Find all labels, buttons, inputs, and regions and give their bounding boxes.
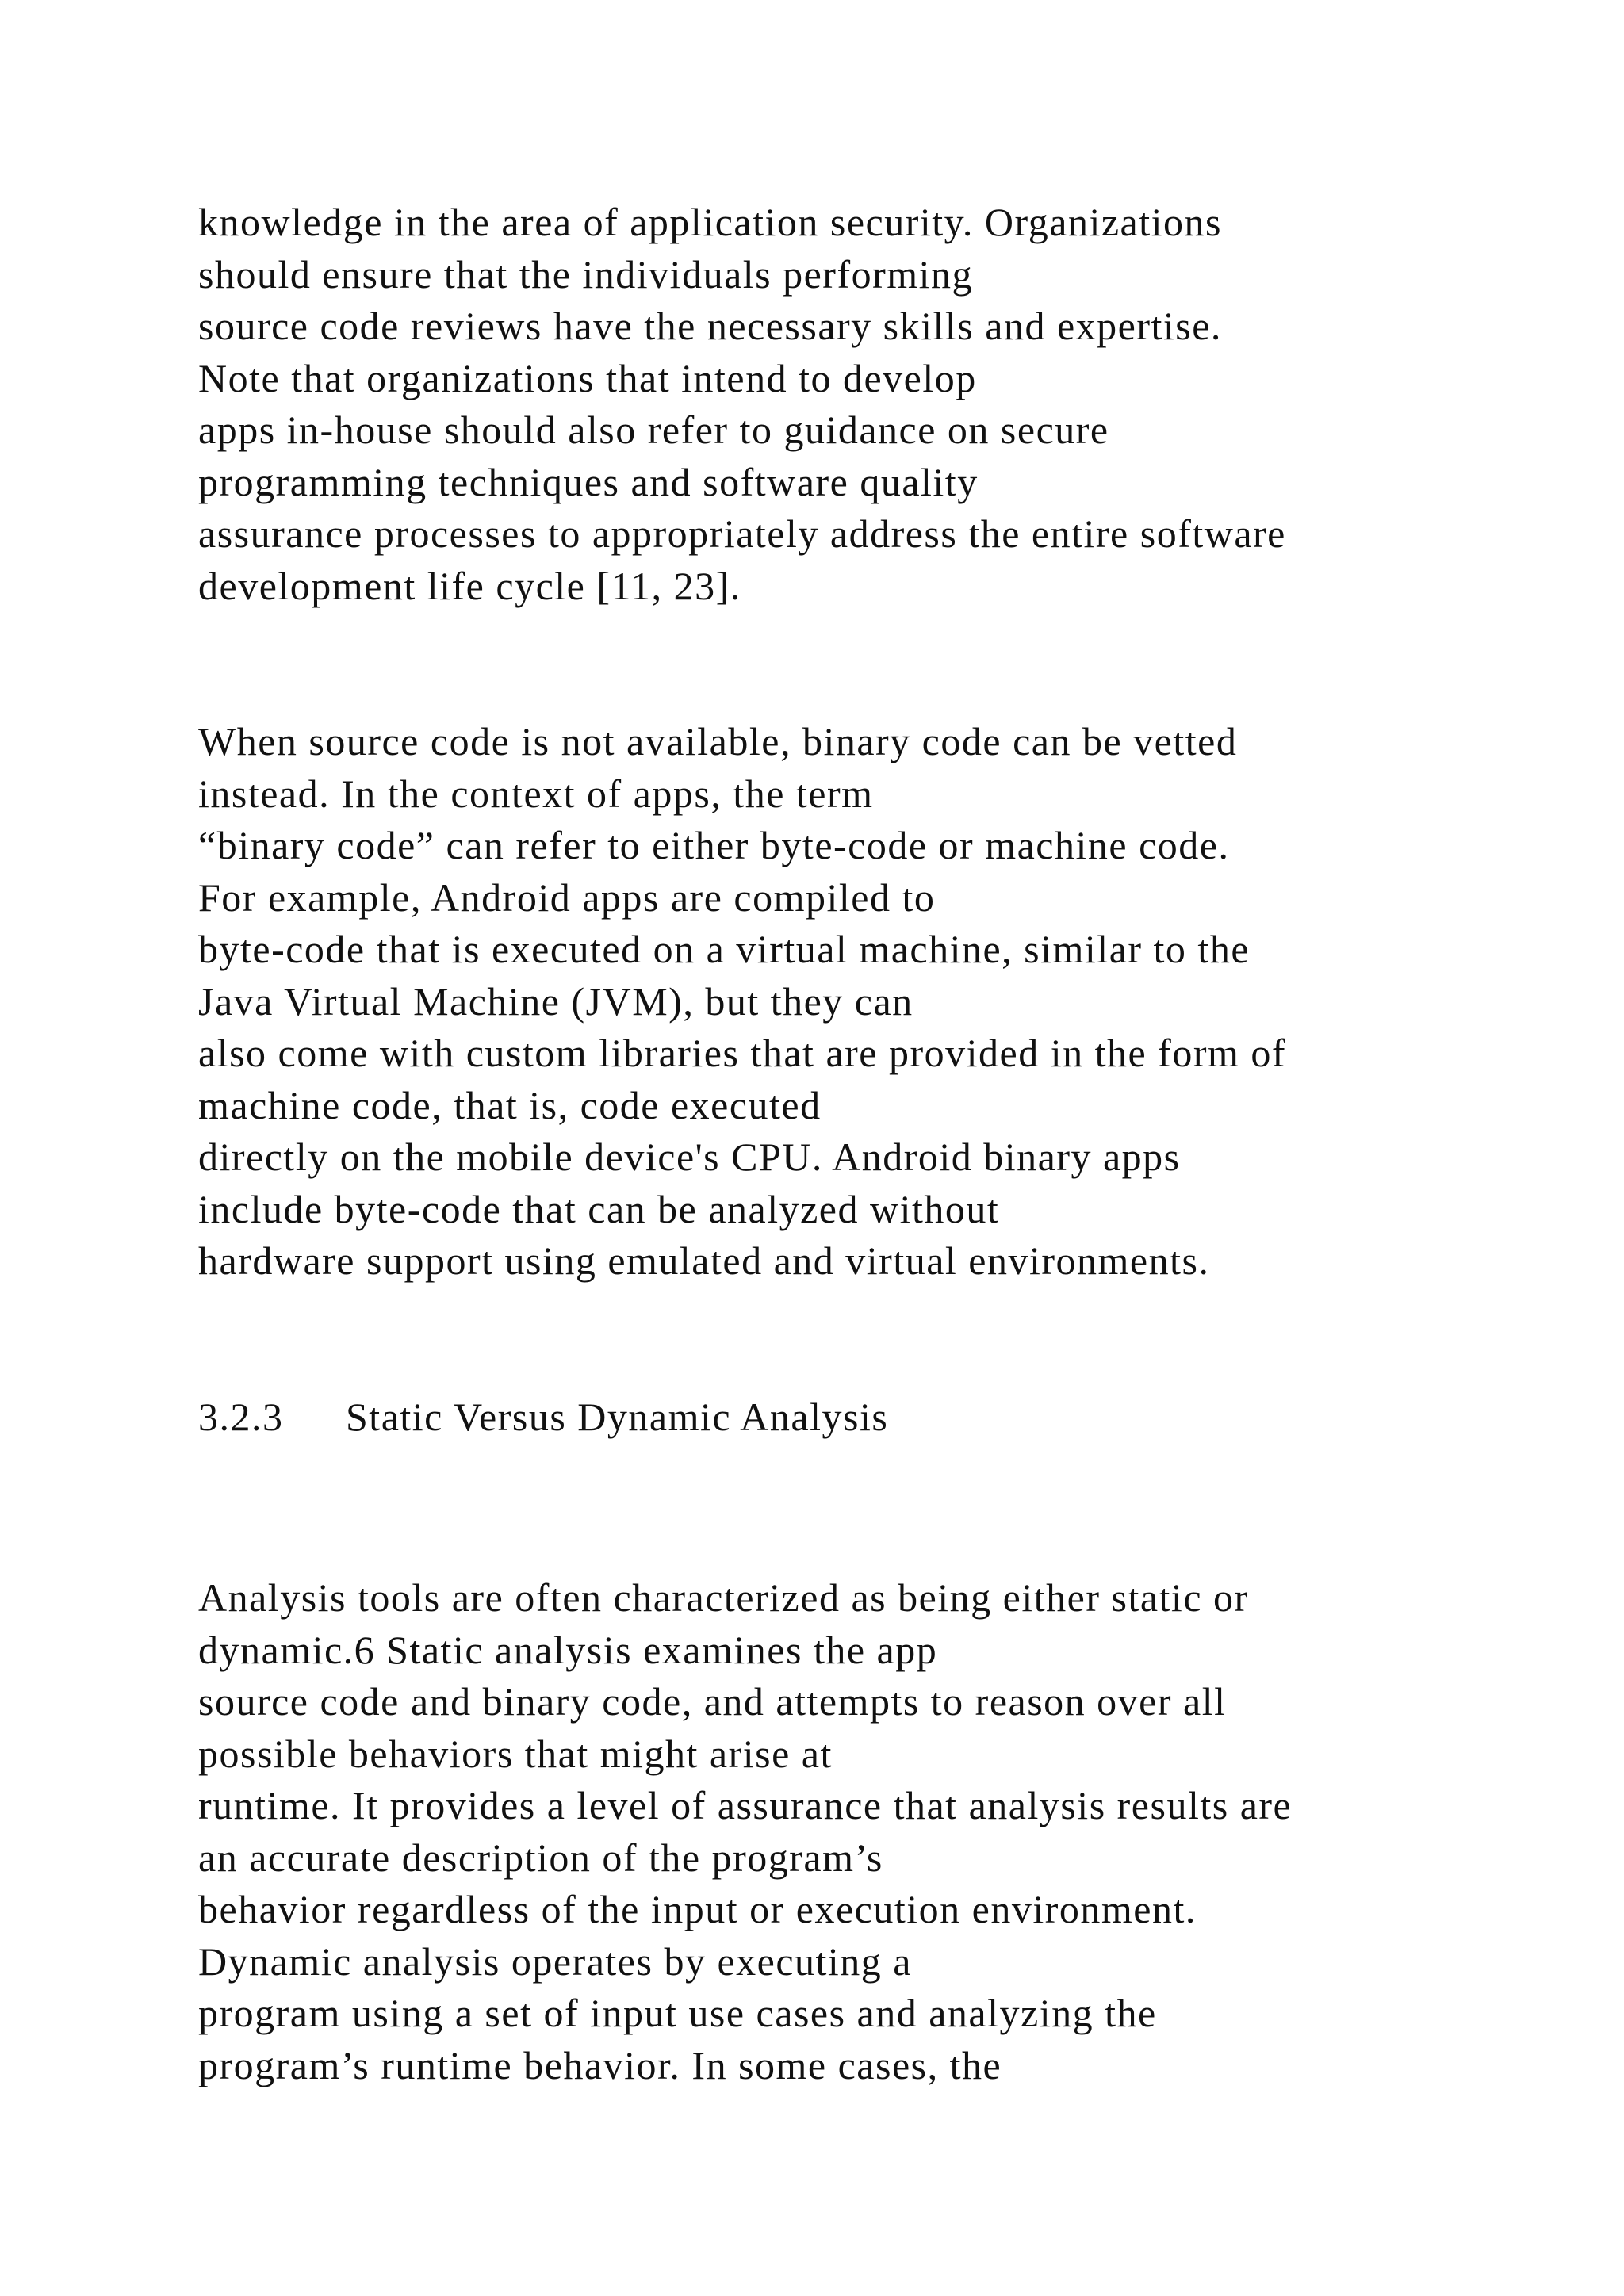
text-line: apps in-house should also refer to guidance on secure (198, 408, 1109, 452)
text-line: When source code is not available, binary code can be vetted (198, 719, 1238, 763)
section-heading (198, 1391, 888, 1444)
text-line: Note that organizations that intend to develop (198, 355, 977, 400)
paragraph-static-dynamic-analysis (198, 1572, 1292, 2091)
text-line: assurance processes to appropriately address the entire software (198, 511, 1286, 556)
text-line: development life cycle [11, 23]. (198, 563, 741, 608)
text-line: also come with custom libraries that are provided in the form of (198, 1031, 1287, 1075)
text-line: machine code, that is, code executed (198, 1082, 822, 1127)
text-line: possible behaviors that might arise at (198, 1731, 833, 1776)
text-line: runtime. It provides a level of assurance that analysis results are (198, 1783, 1293, 1827)
text-line: source code reviews have the necessary skills and expertise. (198, 304, 1222, 348)
text-line: For example, Android apps are compiled to (198, 874, 936, 920)
text-line: “binary code” can refer to either byte-code or machine code. (198, 823, 1230, 867)
text-line: an accurate description of the program’s (198, 1835, 883, 1880)
text-line: source code and binary code, and attempts to reason over all (198, 1679, 1227, 1724)
section-title: Static Versus Dynamic Analysis (346, 1395, 889, 1439)
text-line: programming techniques and software quality (198, 459, 979, 504)
text-line: Analysis tools are often characterized as being either static or (198, 1575, 1249, 1620)
text-line: instead. In the context of apps, the term (198, 771, 874, 816)
text-line: hardware support using emulated and virtual environments. (198, 1238, 1210, 1283)
text-line: Java Virtual Machine (JVM), but they can (198, 978, 914, 1024)
text-line: program using a set of input use cases and analyzing the (198, 1991, 1157, 2035)
text-line: include byte-code that can be analyzed without (198, 1186, 1000, 1231)
text-line: directly on the mobile device's CPU. Android binary apps (198, 1135, 1181, 1179)
paragraph-binary-code-vetting (198, 716, 1286, 1288)
text-line: program’s runtime behavior. In some cases, the (198, 2042, 1002, 2087)
text-line: Dynamic analysis operates by executing a (198, 1938, 912, 1984)
text-line: byte-code that is executed on a virtual machine, similar to the (198, 927, 1251, 971)
text-line: dynamic.6 Static analysis examines the app (198, 1627, 938, 1672)
paragraph-app-security-knowledge (198, 197, 1286, 612)
text-line: should ensure that the individuals performing (198, 251, 974, 297)
section-number: 3.2.3 (198, 1395, 284, 1439)
text-line: knowledge in the area of application security. Organizations (198, 200, 1222, 244)
text-line: behavior regardless of the input or execution environment. (198, 1887, 1197, 1931)
